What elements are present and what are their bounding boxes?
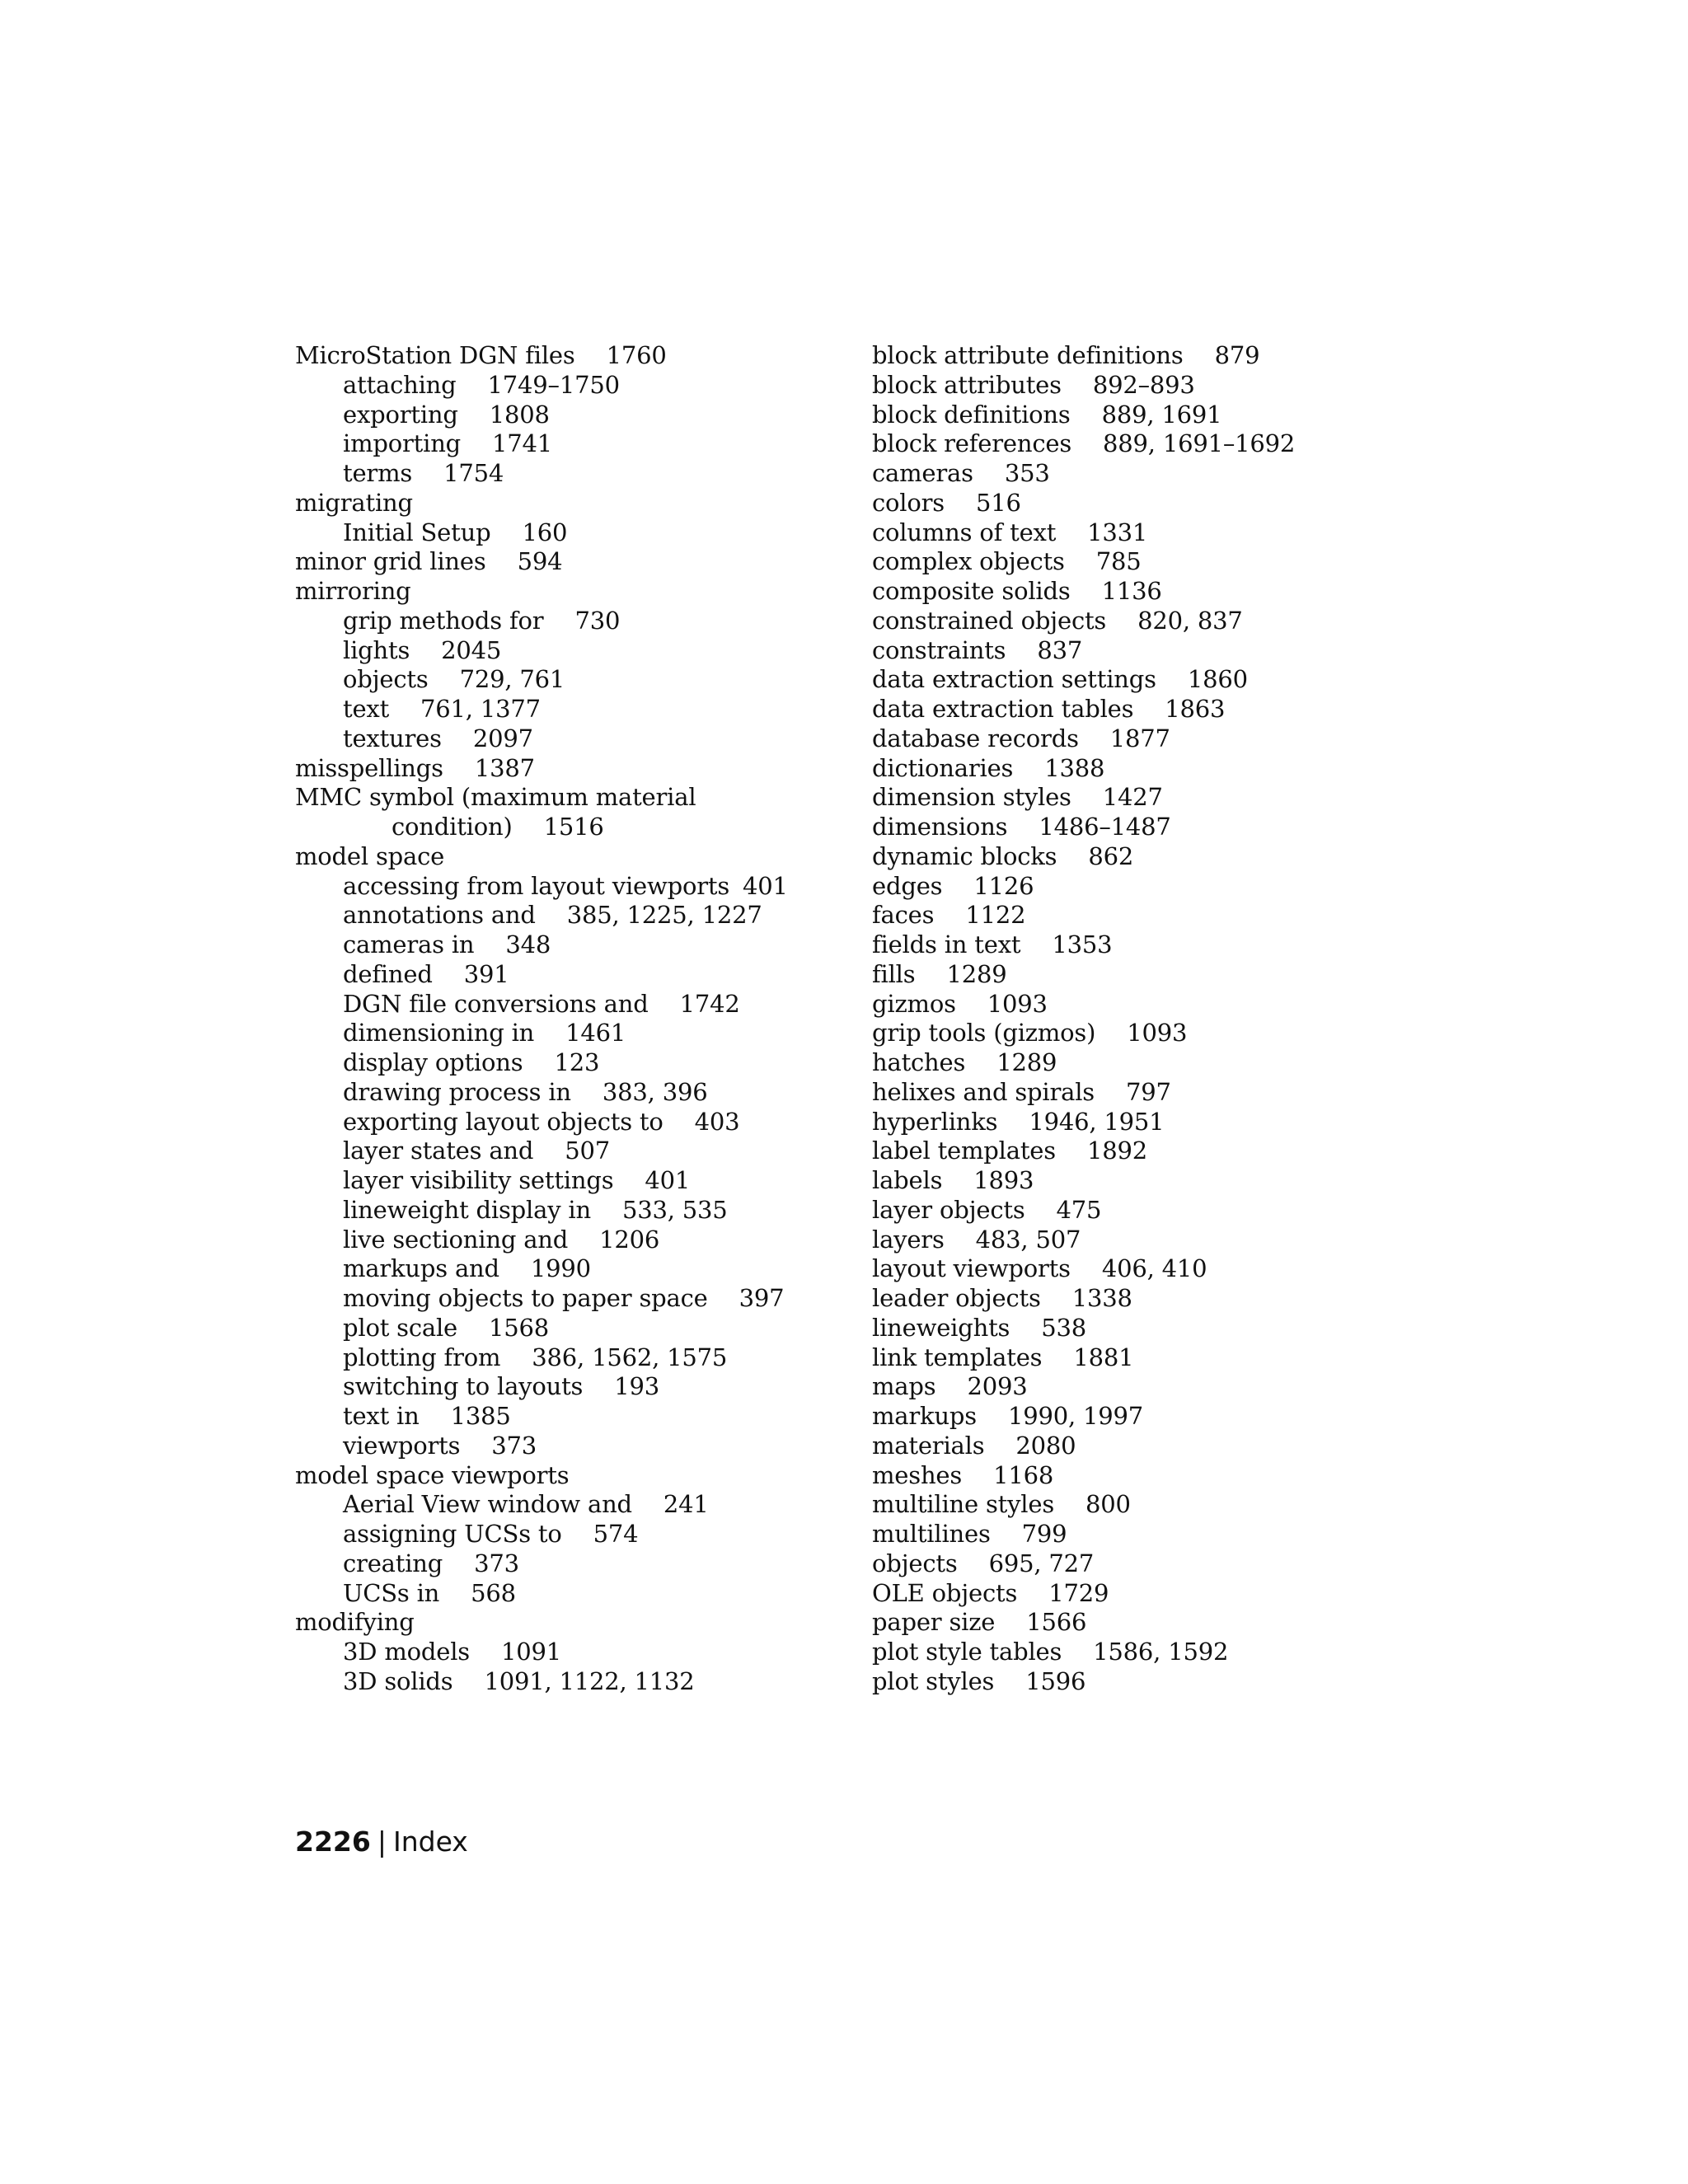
page-references: 123 [554,1048,600,1076]
index-term: dimensioning in [343,1019,535,1047]
index-term: data extraction settings [872,665,1156,694]
index-entry [872,665,1416,695]
index-entry [872,547,1416,577]
page-references: 785 [1095,547,1142,576]
index-entry [872,1196,1416,1226]
index-term: creating [343,1549,443,1577]
page-references: 1387 [474,753,535,782]
index-term: composite solids [872,577,1071,605]
page-references: 837 [1037,635,1083,664]
index-term: materials [872,1431,985,1460]
page-references: 1741 [492,429,553,458]
index-term: constraints [872,635,1006,664]
index-subentry [295,401,839,430]
page-references: 568 [471,1578,516,1607]
page-references: 401 [743,871,788,900]
page-references: 862 [1088,841,1134,870]
page-footer [295,1824,468,1860]
index-term: dimensions [872,813,1008,841]
index-term: condition) [392,813,513,841]
page-references: 1742 [679,989,740,1018]
page-references: 475 [1056,1195,1102,1224]
index-subentry [295,1314,839,1343]
index-term: gizmos [872,989,956,1018]
index-term: exporting layout objects to [343,1107,663,1136]
index-subentry [295,990,839,1019]
index-term: MMC symbol (maximum material [295,783,696,812]
index-entry [295,489,839,518]
index-term: dimension styles [872,783,1071,812]
page-references: 533, 535 [621,1195,728,1224]
index-subentry [295,1549,839,1579]
page-references: 1596 [1025,1666,1086,1695]
index-term: maps [872,1372,936,1401]
index-term: 3D models [343,1638,470,1666]
page-references: 820, 837 [1137,606,1243,635]
page-references: 2045 [441,635,502,664]
page-references: 1516 [543,813,604,841]
page-references: 193 [614,1372,660,1401]
index-term: migrating [295,488,413,517]
page-references: 1990, 1997 [1007,1402,1143,1430]
index-term: link templates [872,1343,1043,1371]
index-entry [872,1166,1416,1196]
index-term: misspellings [295,753,443,782]
index-term: grip methods for [343,606,544,635]
index-entry [295,577,839,607]
index-entry [872,607,1416,636]
page-references: 386, 1562, 1575 [532,1343,728,1371]
index-subentry [295,930,839,960]
page-references: 538 [1041,1313,1086,1342]
page-references: 383, 396 [602,1077,708,1106]
index-subentry [295,371,839,401]
index-entry [872,371,1416,401]
index-term: display options [343,1048,523,1076]
index-term: layer states and [343,1137,534,1165]
index-term: lineweight display in [343,1195,591,1224]
page-references: 1754 [443,459,504,487]
index-term: annotations and [343,901,536,930]
page-references: 1385 [450,1402,511,1430]
index-subentry [295,1137,839,1166]
index-term: plotting from [343,1343,501,1371]
index-term: markups [872,1402,977,1430]
index-subentry [295,813,839,842]
page-references: 1860 [1187,665,1248,694]
index-subentry [295,1254,839,1284]
index-term: hatches [872,1048,966,1076]
page-references: 1729 [1048,1578,1109,1607]
page-references: 2097 [472,724,533,752]
index-subentry [295,459,839,489]
page-references: 574 [593,1520,639,1548]
page-references: 160 [522,518,568,546]
index-term: UCSs in [343,1578,440,1607]
page-references: 483, 507 [975,1225,1081,1254]
index-subentry [295,1490,839,1520]
index-subentry [295,1520,839,1549]
index-subentry [295,1579,839,1609]
index-entry [872,842,1416,872]
index-term: fields in text [872,930,1021,958]
index-subentry [295,724,839,754]
index-entry [872,1608,1416,1638]
page-references: 799 [1021,1520,1067,1548]
index-entry [295,341,839,371]
index-term: model space viewports [295,1460,570,1489]
index-term: block definitions [872,400,1071,429]
index-entry [872,724,1416,754]
index-term: exporting [343,400,458,429]
page-references: 1168 [993,1460,1054,1489]
index-term: drawing process in [343,1077,571,1106]
index-subentry [295,1343,839,1373]
index-term: MicroStation DGN files [295,341,575,369]
index-term: hyperlinks [872,1107,998,1136]
index-entry [872,872,1416,902]
index-term: 3D solids [343,1666,453,1695]
page-references: 892–893 [1092,370,1195,399]
page-references: 1338 [1071,1284,1132,1312]
index-term: moving objects to paper space [343,1284,708,1312]
page-references: 1877 [1109,724,1170,752]
page-references: 397 [738,1284,785,1312]
page-references: 1122 [965,901,1026,930]
index-subentry [295,636,839,666]
page-references: 373 [491,1431,537,1460]
index-subentry [295,1048,839,1078]
page-references: 1427 [1102,783,1163,812]
index-term: layer objects [872,1195,1025,1224]
index-term: database records [872,724,1079,752]
page-references: 1136 [1101,577,1162,605]
page-references: 1760 [606,341,667,369]
index-term: attaching [343,370,457,399]
index-term: plot styles [872,1666,995,1695]
page-references: 1091, 1122, 1132 [484,1666,695,1695]
index-term: objects [872,1549,958,1577]
index-entry [872,1549,1416,1579]
index-entry [872,429,1416,459]
index-subentry [295,1196,839,1226]
index-term: minor grid lines [295,547,486,576]
index-term: terms [343,459,413,487]
index-term: modifying [295,1608,415,1637]
index-column-right [872,341,1416,1697]
index-subentry [295,1402,839,1432]
index-term: label templates [872,1137,1056,1165]
index-term: edges [872,871,943,900]
index-subentry [295,665,839,695]
index-term: Initial Setup [343,518,491,546]
index-entry [872,489,1416,518]
index-subentry [295,1166,839,1196]
index-subentry [295,901,839,930]
page-references: 879 [1214,341,1260,369]
index-subentry [295,960,839,990]
index-term: OLE objects [872,1578,1018,1607]
index-entry [872,1226,1416,1255]
page-references: 797 [1126,1077,1171,1106]
index-term: lights [343,635,410,664]
page-references: 1091 [500,1638,561,1666]
index-entry [295,754,839,784]
page-references: 1331 [1087,518,1148,546]
page-references: 1990 [530,1254,591,1283]
page-references: 695, 727 [988,1549,1095,1577]
index-entry [295,1461,839,1491]
page-references: 1289 [996,1048,1057,1076]
index-subentry [295,1667,839,1697]
index-term: plot style tables [872,1638,1062,1666]
index-term: columns of text [872,518,1057,546]
index-entry [872,401,1416,430]
page-references: 1353 [1052,930,1113,958]
index-term: grip tools (gizmos) [872,1019,1096,1047]
page-references: 1289 [946,959,1007,988]
index-entry [872,341,1416,371]
index-entry [872,1048,1416,1078]
index-entry [872,1137,1416,1166]
index-term: faces [872,901,935,930]
page-references: 353 [1004,459,1050,487]
page-references: 1946, 1951 [1029,1107,1165,1136]
index-term: meshes [872,1460,963,1489]
index-entry [872,1372,1416,1402]
index-term: multiline styles [872,1490,1055,1519]
index-term: viewports [343,1431,461,1460]
index-term: helixes and spirals [872,1077,1095,1106]
index-entry [872,930,1416,960]
index-entry [872,1667,1416,1697]
index-entry [295,783,839,813]
index-entry [872,1343,1416,1373]
index-term: fills [872,959,916,988]
index-term: plot scale [343,1313,458,1342]
index-term: block attributes [872,370,1062,399]
page-references: 403 [694,1107,740,1136]
page-references: 1486–1487 [1039,813,1171,841]
index-entry [872,1520,1416,1549]
index-term: mirroring [295,577,411,605]
page-references: 406, 410 [1101,1254,1207,1283]
index-entry [872,459,1416,489]
index-subentry [295,1226,839,1255]
page-references: 385, 1225, 1227 [566,901,762,930]
index-term: lineweights [872,1313,1010,1342]
page-references: 401 [645,1166,691,1194]
page-references: 1206 [599,1225,660,1254]
index-entry [872,1579,1416,1609]
index-term: cameras [872,459,973,487]
page-references: 889, 1691–1692 [1103,429,1296,458]
page-references: 889, 1691 [1101,400,1222,429]
index-term: text [343,695,390,723]
page-references: 1568 [489,1313,550,1342]
index-term: defined [343,959,433,988]
index-column-left [295,341,839,1697]
index-entry [872,754,1416,784]
index-entry [295,547,839,577]
index-term: switching to layouts [343,1372,584,1401]
index-entry [872,518,1416,548]
index-entry [872,1461,1416,1491]
index-subentry [295,1108,839,1137]
page-references: 1892 [1086,1137,1147,1165]
index-subentry [295,1372,839,1402]
index-term: layers [872,1225,945,1254]
index-term: labels [872,1166,943,1194]
index-subentry [295,1019,839,1048]
index-term: block references [872,429,1072,458]
index-term: dynamic blocks [872,841,1057,870]
index-term: live sectioning and [343,1225,569,1254]
index-entry [872,960,1416,990]
page-references: 730 [574,606,621,635]
index-subentry [295,872,839,902]
page-references: 1093 [987,989,1048,1018]
page-references: 2093 [967,1372,1028,1401]
index-term: model space [295,841,445,870]
index-term: constrained objects [872,606,1107,635]
index-subentry [295,429,839,459]
index-entry [872,1284,1416,1314]
page-references: 1863 [1165,695,1226,723]
index-term: accessing from layout viewports [343,871,730,900]
page-references: 800 [1085,1490,1131,1519]
page-references: 1881 [1073,1343,1134,1371]
index-entry [872,1638,1416,1667]
index-entry [295,842,839,872]
page-references: 2080 [1015,1431,1076,1460]
index-subentry [295,518,839,548]
page-references: 1566 [1026,1608,1087,1637]
index-entry [872,813,1416,842]
page-references: 1893 [973,1166,1034,1194]
index-entry [872,783,1416,813]
page-references: 1808 [489,400,550,429]
index-term: data extraction tables [872,695,1134,723]
index-entry [872,636,1416,666]
index-term: markups and [343,1254,499,1283]
index-term: colors [872,488,945,517]
index-term: cameras in [343,930,475,958]
index-entry [872,1314,1416,1343]
index-term: Aerial View window and [343,1490,632,1519]
footer-separator: | [377,1825,387,1858]
page-references: 507 [565,1137,611,1165]
page-references: 241 [663,1490,709,1519]
index-term: dictionaries [872,753,1014,782]
section-title: Index [392,1825,468,1858]
index-entry [872,990,1416,1019]
page-references: 1093 [1127,1019,1188,1047]
page-references: 1586, 1592 [1093,1638,1229,1666]
page-references: 1461 [565,1019,626,1047]
index-subentry [295,1284,839,1314]
index-term: block attribute definitions [872,341,1184,369]
index-entry [872,1019,1416,1048]
index-term: assigning UCSs to [343,1520,562,1548]
index-entry [872,901,1416,930]
page-references: 761, 1377 [420,695,541,723]
index-term: objects [343,665,429,694]
page-references: 594 [517,547,563,576]
index-entry [872,1254,1416,1284]
index-entry [872,1490,1416,1520]
index-entry [872,1078,1416,1108]
index-entry [872,695,1416,724]
page-references: 729, 761 [459,665,565,694]
index-entry [295,1608,839,1638]
index-subentry [295,1078,839,1108]
index-entry [872,577,1416,607]
page-number: 2226 [295,1825,371,1858]
index-term: textures [343,724,442,752]
index-term: layout viewports [872,1254,1071,1283]
index-entry [872,1108,1416,1137]
page-references: 1126 [973,871,1034,900]
page-references: 373 [474,1549,519,1577]
index-term: DGN file conversions and [343,989,649,1018]
index-term: paper size [872,1608,996,1637]
index-term: multilines [872,1520,991,1548]
index-term: complex objects [872,547,1065,576]
index-entry [872,1432,1416,1461]
index-entry [872,1402,1416,1432]
page-references: 1388 [1044,753,1105,782]
index-term: leader objects [872,1284,1041,1312]
page-references: 348 [505,930,551,958]
index-subentry [295,695,839,724]
index-subentry [295,1638,839,1667]
index-term: importing [343,429,462,458]
page-references: 516 [975,488,1021,517]
index-term: layer visibility settings [343,1166,614,1194]
index-subentry [295,1432,839,1461]
index-subentry [295,607,839,636]
index-term: text in [343,1402,420,1430]
page-references: 1749–1750 [487,370,620,399]
page-references: 391 [463,959,509,988]
